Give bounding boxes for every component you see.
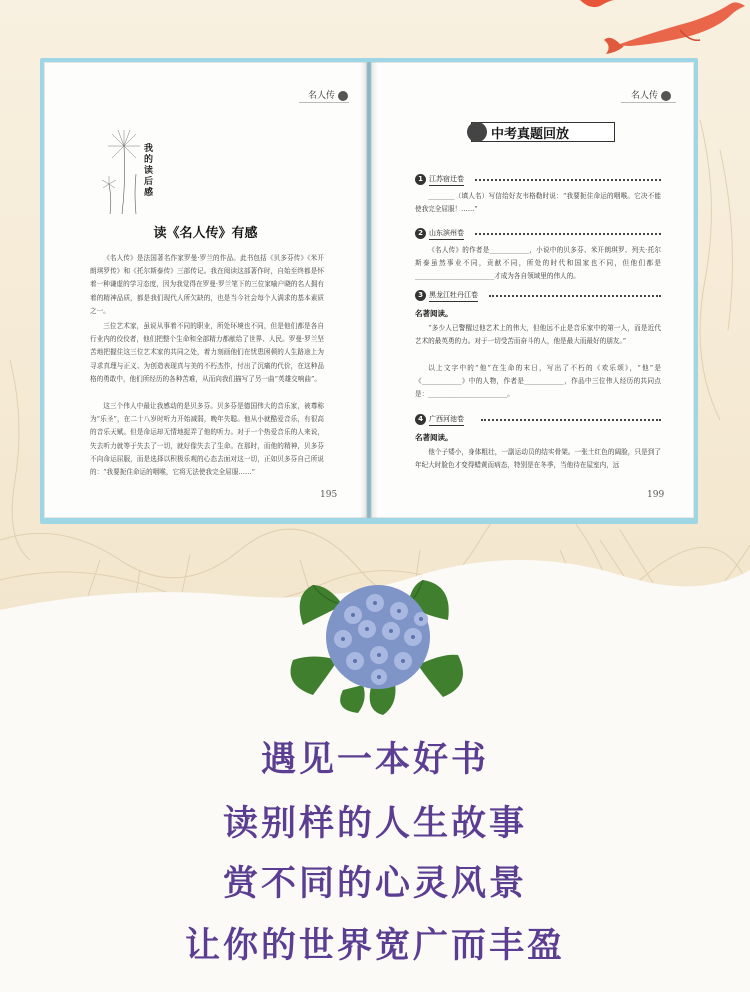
essay-title: 读《名人传》有感 (153, 226, 258, 241)
left-page (44, 62, 367, 518)
question-header-4: 4 广西河池卷 (415, 414, 661, 426)
book-spine-shadow (360, 62, 378, 518)
slogan-line-3: 赏不同的心灵风景 (222, 864, 527, 904)
question-2-text: 《名人传》的作者是____________，小说中的贝多芬、米开朗琪罗、列夫·托尔斯泰虽然事业不同，贡献不同，所处的时代和国家也不同，但他们都是________________________才成为各自领域里的伟人的。 (415, 246, 661, 280)
question-4-subhead: 名著阅读。 (415, 433, 453, 442)
hydrangea-flower-illustration (283, 565, 473, 715)
right-page (371, 62, 694, 518)
question-3-text: 以上文字中的“他”在生命的末日，写出了不朽的《欢乐颂》，“他”是《____________》中的人物，作者是____________，作品中三位伟人经历的共同点是：________________________。 (415, 364, 661, 398)
page-number-left: 195 (320, 490, 338, 500)
essay-paragraph-1: 《名人传》是法国著名作家罗曼·罗兰的作品。此书包括《贝多芬传》《米开朗琪罗传》和《托尔斯泰传》三部传记。我在阅读这部著作时，自始至终都是怀着一种谦虚的学习态度，因为我觉得在罗曼·罗兰笔下的三位家喻户晓的名人拥有着的精神品质，都是我们现代人所欠缺的，也是当今社会每个人满求的基本素质之一。 (90, 254, 324, 315)
slogan-line-4: 让你的世界宽广而丰盈 (184, 926, 565, 966)
header-rule (621, 102, 676, 103)
section-title: 中考真题回放 (491, 127, 570, 142)
open-book (40, 58, 698, 524)
question-4-text: 他个子矮小，身体粗壮，一副运动员的结实骨架。一张土红色的阔脸，只是到了年纪大时脸色才变得蜡黄而病态，特别是在冬季，当他待在屋室内，远 (415, 448, 661, 469)
slogan-line-1: 遇见一本好书 (260, 740, 489, 780)
question-header-3: 3 黑龙江牡丹江卷 (415, 290, 661, 302)
essay-paragraph-2: 三位艺术家，虽说从事着不同的职业，所处环境也不同，但是他们都是各自行业内的佼佼者，他们把整个生命和全部精力都献给了世界、人民。罗曼·罗兰坚苦地把握住这三位艺术家的共同之处，着力刻画他们在忧患困顿的人生路途上为寻求真理与正义、为创造表现真与美的不朽杰作，付出了沉痛的代价，在这种品格的勇敢中，他们所经历的各种苦难，从而向我们描写了另一曲“英雄交响曲”。 (90, 322, 324, 383)
essay-paragraph-3: 这三个伟人中最让我感动的是贝多芬。贝多芬是德国伟大的音乐家，被尊称为“乐圣”，在二十八岁时听力开始减弱，晚年失聪。他从小就酷爱音乐，有很高的音乐天赋。但是命运却无情地捉弄了他的听力。对于一个热爱音乐的人来说，失去听力就等于失去了一切，就好像失去了生命。在那时，而他的精神，贝多芬不向命运屈服，而是选择以积极乐观的心态去面对这一切，正如贝多芬自己所说的：“我要扼住命运的咽喉，它将无法使我完全屈服……” (90, 402, 324, 477)
page-number-right: 199 (647, 490, 665, 500)
running-head-right: 名人传 (631, 88, 671, 101)
question-3-subhead: 名著阅读。 (415, 309, 453, 318)
question-header-2: 2 山东滨州卷 (415, 228, 661, 240)
question-3-quote: “多少人已警醒过他艺术上的伟大，但他远不止是音乐家中的第一人，而是近代艺术的最英勇的力。对于一切受苦而奋斗的人，他是最大而最好的朋友。” (415, 324, 661, 345)
question-header-1: 1 江苏宿迁卷 (415, 174, 661, 186)
header-rule (299, 102, 349, 103)
owl-badge-icon (467, 122, 487, 142)
slogan-line-2: 读别样的人生故事 (222, 804, 527, 844)
question-1-text: ________（填人名）写信给好友韦格勒时说：“我要扼住命运的咽喉。它决不能使我完全屈服！……” (415, 192, 661, 213)
running-head-left: 名人传 (308, 88, 348, 101)
vertical-title: 我的读后感 (144, 144, 154, 198)
author-portrait-icon (338, 91, 348, 101)
author-portrait-icon (661, 91, 671, 101)
